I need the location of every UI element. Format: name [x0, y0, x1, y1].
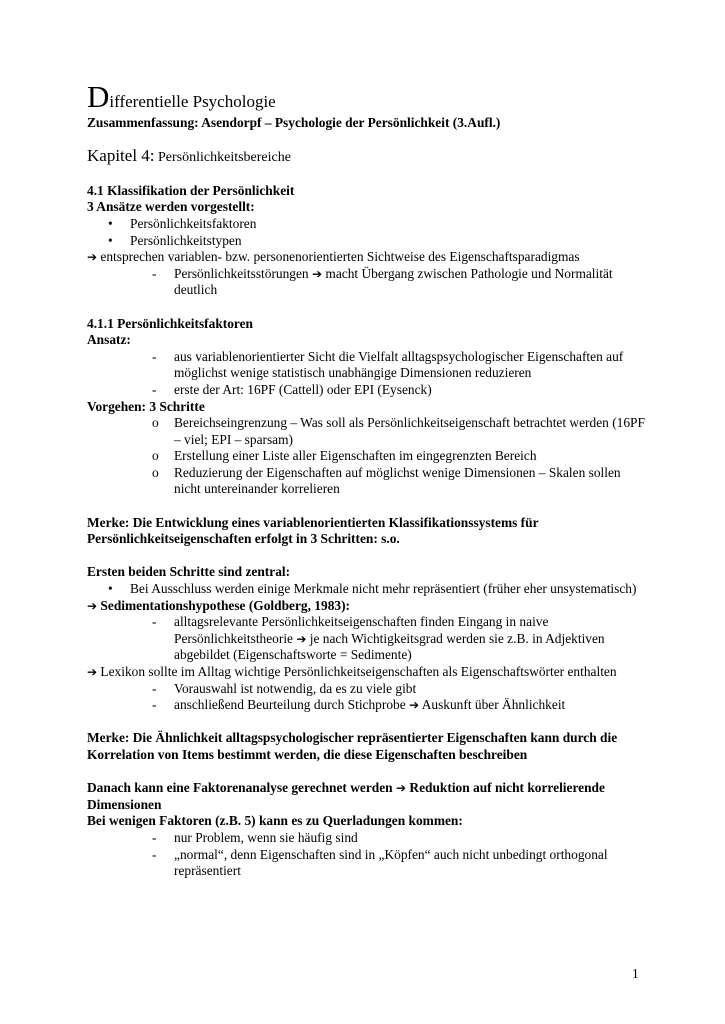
arrow-icon: ➔	[87, 598, 98, 613]
list-item-text: Auskunft über Ähnlichkeit	[421, 697, 566, 713]
list-item	[87, 697, 647, 714]
chapter-name: Persönlichkeitsbereiche	[158, 149, 291, 165]
querladungen-heading: Bei wenigen Faktoren (z.B. 5) kann es zu Querladungen kommen:	[87, 813, 463, 829]
arrow-icon: ➔	[409, 698, 420, 713]
page-number: 1	[632, 966, 639, 981]
ansatz-list	[87, 349, 647, 399]
arrow-icon: ➔	[87, 250, 98, 265]
list-item	[87, 614, 647, 664]
stoerungen-list	[87, 266, 647, 299]
arrow-paragraph	[87, 249, 647, 266]
list-item-text: macht Übergang zwischen Pathologie und Normalität deutlich	[174, 265, 613, 298]
section-4-1-intro: 3 Ansätze werden vorgestellt:	[87, 199, 255, 215]
merke-note-2: Merke: Die Ähnlichkeit alltagspsychologischer repräsentierter Eigenschaften kann durch die Korrelation von Items bestimmt werden, die diese Eigenschaften beschreiben	[87, 730, 618, 762]
section-4-1-1-heading: 4.1.1 Persönlichkeitsfaktoren	[87, 315, 254, 331]
arrow-paragraph-text: entsprechen variablen- bzw. personenorientierten Sichtweise des Eigenschaftsparadigmas	[100, 249, 580, 265]
faktorenanalyse-text: Reduktion auf nicht korrelierende Dimensionen	[87, 780, 605, 812]
list-item: - „normal“, denn Eigenschaften sind in „Köpfen“ auch nicht unbedingt orthogonal repräsentiert	[87, 847, 647, 880]
chapter-heading	[87, 145, 647, 167]
sedimentation-heading	[87, 598, 647, 615]
list-item: o Bereichseingrenzung – Was soll als Persönlichkeitseigenschaft betrachtet werden (16PF – viel; EPI – sparsam)	[87, 415, 647, 448]
lexikon-paragraph	[87, 664, 647, 681]
list-item: • Persönlichkeitstypen	[87, 233, 647, 250]
vorgehen-list	[87, 415, 647, 498]
document-page	[87, 79, 647, 880]
list-item: o Erstellung einer Liste aller Eigenschaften im eingegrenzten Bereich	[87, 448, 647, 465]
merke-note-1: Merke: Die Entwicklung eines variablenorientierten Klassifikationssystems für Persönlichkeitseigenschaften erfolgt in 3 Schritten: s.o.	[87, 514, 539, 547]
vorauswahl-list	[87, 681, 647, 714]
querladungen-list	[87, 830, 647, 880]
list-item: - Vorauswahl ist notwendig, da es zu viele gibt	[87, 681, 647, 698]
arrow-icon: ➔	[395, 781, 407, 796]
chapter-label: Kapitel 4:	[87, 145, 155, 165]
list-item-text: je nach Wichtigkeitsgrad werden sie z.B. in Adjektiven abgebildet (Eigenschaftsworte = Sedimente)	[174, 630, 605, 663]
list-item: o Reduzierung der Eigenschaften auf möglichst wenige Dimensionen – Skalen sollen nicht untereinander korrelieren	[87, 465, 647, 498]
ansatz-label: Ansatz:	[87, 332, 131, 348]
vorgehen-label: Vorgehen: 3 Schritte	[87, 398, 205, 414]
list-item-text: Persönlichkeitsstörungen	[174, 265, 309, 281]
sedimentation-heading-text: Sedimentationshypothese (Goldberg, 1983):	[100, 597, 351, 613]
faktorenanalyse-text: Danach kann eine Faktorenanalyse gerechnet werden	[87, 780, 393, 796]
list-item-text: anschließend Beurteilung durch Stichprobe	[174, 697, 406, 713]
section-4-1-heading: 4.1 Klassifikation der Persönlichkeit	[87, 182, 295, 198]
list-item: - aus variablenorientierter Sicht die Vielfalt alltagspsychologischer Eigenschaften auf möglichst wenige statistisch unabhängige Dimensionen reduzieren	[87, 349, 647, 382]
list-item: • Persönlichkeitsfaktoren	[87, 216, 647, 233]
title-rest: ifferentielle Psychologie	[109, 92, 276, 111]
faktorenanalyse-paragraph	[87, 780, 647, 813]
list-item: - nur Problem, wenn sie häufig sind	[87, 830, 647, 847]
title-dropcap: D	[87, 79, 110, 114]
document-title	[87, 79, 647, 114]
list-item	[87, 266, 647, 299]
approaches-list	[87, 216, 647, 249]
arrow-icon: ➔	[87, 665, 98, 679]
document-subtitle: Zusammenfassung: Asendorpf – Psychologie der Persönlichkeit (3.Aufl.)	[87, 115, 501, 130]
sedimentation-list	[87, 614, 647, 664]
lexikon-text: Lexikon sollte im Alltag wichtige Persönlichkeitseigenschaften als Eigenschaftswörter enthalten	[100, 664, 617, 679]
ausschluss-list	[87, 581, 647, 598]
list-item: - erste der Art: 16PF (Cattell) oder EPI (Eysenck)	[87, 382, 647, 399]
arrow-icon: ➔	[312, 266, 323, 281]
list-item-text: alltagsrelevante Persönlichkeitseigenschaften finden Eingang in naive Persönlichkeitstheorie	[174, 614, 549, 646]
ersten-heading: Ersten beiden Schritte sind zentral:	[87, 564, 291, 580]
arrow-icon: ➔	[296, 631, 307, 646]
list-item: • Bei Ausschluss werden einige Merkmale nicht mehr repräsentiert (früher eher unsystematisch)	[87, 581, 647, 598]
